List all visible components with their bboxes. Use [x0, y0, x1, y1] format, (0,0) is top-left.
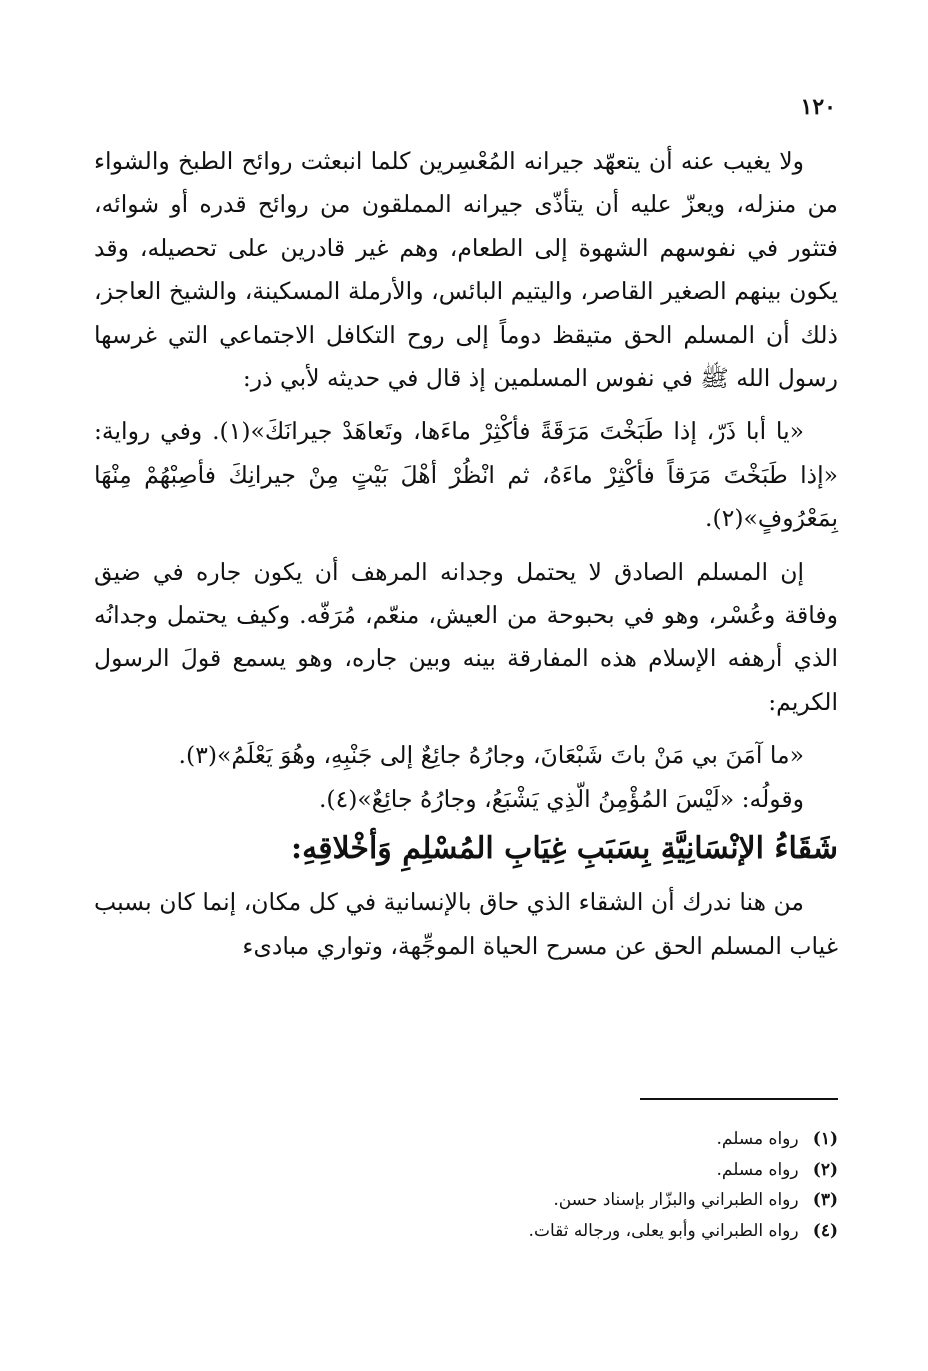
footnote-item: [94, 1185, 838, 1216]
main-text: [94, 140, 838, 968]
footnote-text: رواه الطبراني وأبو يعلى، ورجاله ثقات.: [528, 1220, 799, 1241]
footnote-number: (٤): [812, 1220, 838, 1241]
footnote-item: [94, 1124, 838, 1155]
footnote-divider: [640, 1098, 838, 1100]
paragraph-misery-humanity: من هنا ندرك أن الشقاء الذي حاق بالإنسانية في كل مكان، إنما كان بسبب غياب المسلم الحق عن مسرح الحياة الموجِّهة، وتواري مبادىء: [94, 888, 838, 960]
paragraph-neighbors-cooking: ولا يغيب عنه أن يتعهّد جيرانه المُعْسِرين كلما انبعثت روائح الطبخ والشواء من منزله، ويعزّ عليه أن يتأذّى جيرانه المملقون من روائح قدره أو شوائه، فتثور في نفوسهم الشهوة إلى الطعام، وهم غير قادرين على تحصيله، وقد يكون بينهم الصغير القاصر، واليتيم البائس، والأرملة المسكينة، والشيخ العاجز، ذلك أن المسلم الحق متيقظ دوماً إلى روح التكافل الاجتماعي التي غرسها رسول الله ﷺ في نفوس المسلمين إذ قال في حديثه لأبي ذر:: [94, 147, 838, 393]
footnote-number: (١): [812, 1129, 838, 1149]
paragraph-true-muslim: إن المسلم الصادق لا يحتمل وجدانه المرهف أن يكون جاره في ضيق وفاقة وعُسْر، وهو في بحبوحة من العيش، منعّم، مُرَفّه. وكيف يحتمل وجدانُه الذي أرهفه الإسلام هذه المفارقة بينه وبين جاره، وهو يسمع قولَ الرسول الكريم:: [94, 557, 838, 716]
footnote-text: رواه مسلم.: [716, 1129, 799, 1149]
page-number: ١٢٠: [800, 94, 836, 120]
hadith-not-believer: «ما آمَنَ بي مَنْ باتَ شَبْعَانَ، وجارُهُ جائِعٌ إلى جَنْبِهِ، وهُوَ يَعْلَمُ»(٣).: [178, 741, 804, 770]
footnote-text: رواه الطبراني والبزّار بإسناد حسن.: [553, 1190, 799, 1210]
hadith-not-mumin: وقولُه: «لَيْسَ المُؤْمِنُ الّذِي يَشْبَعُ، وجارُهُ جائِعٌ»(٤).: [318, 784, 804, 813]
footnote-text: رواه مسلم.: [716, 1159, 799, 1180]
footnote-number: (٢): [812, 1159, 838, 1180]
footnote-item: [94, 1155, 838, 1186]
footnote-number: (٣): [812, 1190, 838, 1210]
section-heading: شَقَاءُ الإنْسَانِيَّةِ بِسَبَبِ غِيَابِ المُسْلِمِ وَأخْلاقِهِ:: [291, 831, 838, 867]
footnotes-list: [94, 1124, 838, 1246]
footnote-item: [94, 1216, 838, 1247]
hadith-abu-dharr: «يا أبا ذَرّ، إذا طَبَخْتَ مَرَقَةً فأكْثِرْ ماءَها، وتَعاهَدْ جيرانَكَ»(١). وفي رواية: «إذا طَبَخْتَ مَرَقاً فأكْثِرْ ماءَهُ، ثم انْظُرْ أهْلَ بَيْتٍ مِنْ جيرانِكَ فأصِبْهُمْ مِنْهَا بِمَعْرُوفٍ»(٢).: [94, 417, 838, 533]
